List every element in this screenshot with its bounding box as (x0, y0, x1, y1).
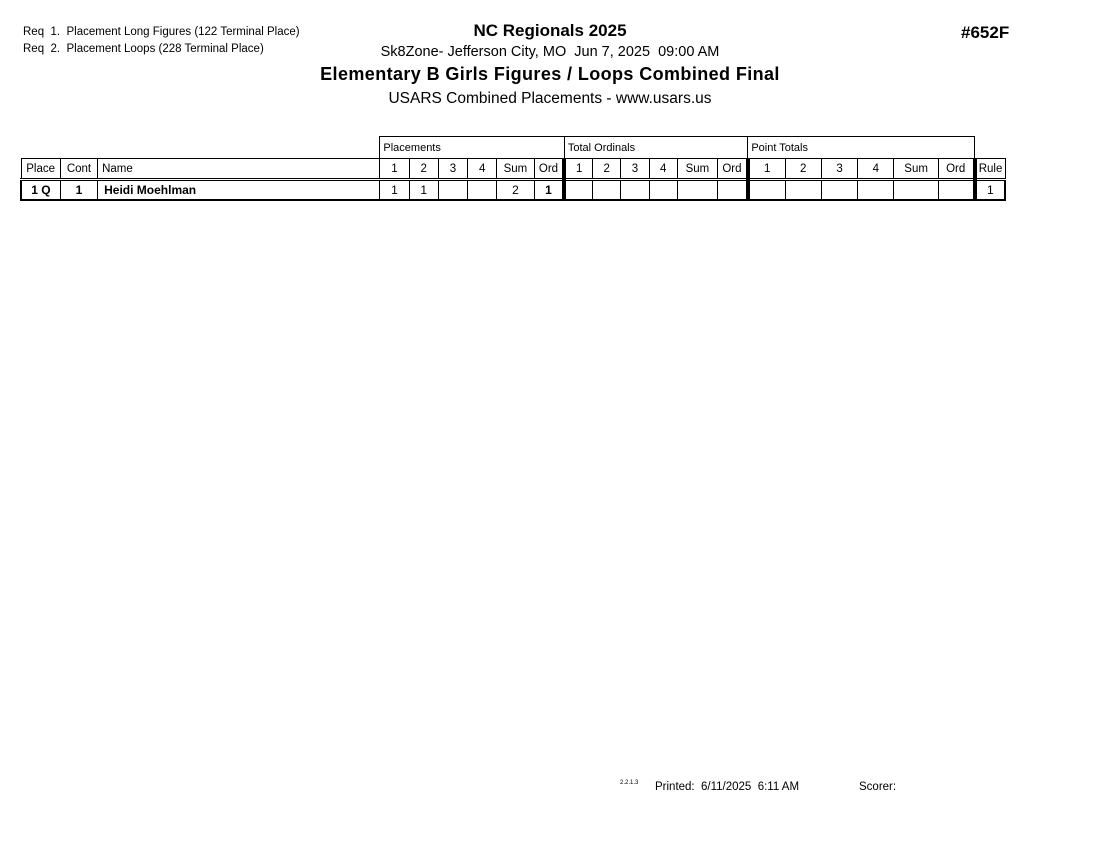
cell-ordinals-2 (593, 180, 621, 200)
req-line-2: Req 2. Placement Loops (228 Terminal Place) (23, 43, 264, 55)
col-header-ordinals-2: 2 (593, 159, 621, 180)
cell-place: 1 Q (21, 180, 60, 200)
col-header-placements-3: 3 (438, 159, 467, 180)
group-spacer-right (975, 137, 1005, 159)
col-header-rule: Rule (975, 159, 1005, 180)
cell-points-1 (748, 180, 785, 200)
column-header-row (21, 159, 1005, 180)
cell-skater-name: Heidi Moehlman (98, 180, 380, 200)
result-row (21, 180, 1005, 200)
col-header-points-ord: Ord (938, 159, 974, 180)
version-mark: 2.2.1.3 (620, 780, 639, 786)
col-header-placements-2: 2 (409, 159, 438, 180)
col-header-points-3: 3 (821, 159, 857, 180)
col-header-ordinals-4: 4 (649, 159, 677, 180)
cell-ordinals-1 (564, 180, 592, 200)
col-header-placements-ord: Ord (534, 159, 564, 180)
cell-ordinals-ord (718, 180, 748, 200)
group-point-totals: Point Totals (748, 137, 975, 159)
cell-placements-4 (468, 180, 497, 200)
results-table (20, 136, 1006, 201)
cell-cont: 1 (60, 180, 97, 200)
req-line-1: Req 1. Placement Long Figures (122 Terminal Place) (23, 26, 300, 38)
venue-date-line: Sk8Zone- Jefferson City, MO Jun 7, 2025 09:00 AM (380, 44, 720, 60)
cell-points-4 (858, 180, 894, 200)
col-header-ordinals-1: 1 (564, 159, 592, 180)
col-header-cont: Cont (60, 159, 97, 180)
col-header-place: Place (21, 159, 60, 180)
report-type-line: USARS Combined Placements - www.usars.us (388, 90, 712, 107)
group-spacer-left (21, 137, 380, 159)
group-header-row (21, 137, 1005, 159)
group-total-ordinals: Total Ordinals (564, 137, 747, 159)
cell-rule: 1 (975, 180, 1005, 200)
cell-points-ord (938, 180, 974, 200)
cell-ordinals-sum (677, 180, 717, 200)
group-placements: Placements (380, 137, 564, 159)
cell-placements-1: 1 (380, 180, 409, 200)
cell-placements-3 (438, 180, 467, 200)
col-header-name: Name (98, 159, 380, 180)
cell-placements-sum: 2 (497, 180, 534, 200)
scorer-label: Scorer: (859, 781, 897, 793)
col-header-placements-sum: Sum (497, 159, 534, 180)
cell-placements-ord: 1 (534, 180, 564, 200)
cell-ordinals-4 (649, 180, 677, 200)
event-number: #652F (961, 23, 1010, 42)
event-title: Elementary B Girls Figures / Loops Combined Final (320, 64, 780, 84)
printed-timestamp: Printed: 6/11/2025 6:11 AM (655, 781, 800, 793)
competition-title: NC Regionals 2025 (473, 21, 627, 40)
col-header-points-sum: Sum (894, 159, 938, 180)
col-header-ordinals-sum: Sum (677, 159, 717, 180)
col-header-points-1: 1 (748, 159, 785, 180)
col-header-points-2: 2 (785, 159, 821, 180)
cell-placements-2: 1 (409, 180, 438, 200)
col-header-placements-4: 4 (468, 159, 497, 180)
cell-points-2 (785, 180, 821, 200)
col-header-ordinals-3: 3 (621, 159, 649, 180)
cell-points-sum (894, 180, 938, 200)
col-header-placements-1: 1 (380, 159, 409, 180)
cell-points-3 (821, 180, 857, 200)
col-header-ordinals-ord: Ord (718, 159, 748, 180)
cell-ordinals-3 (621, 180, 649, 200)
col-header-points-4: 4 (858, 159, 894, 180)
